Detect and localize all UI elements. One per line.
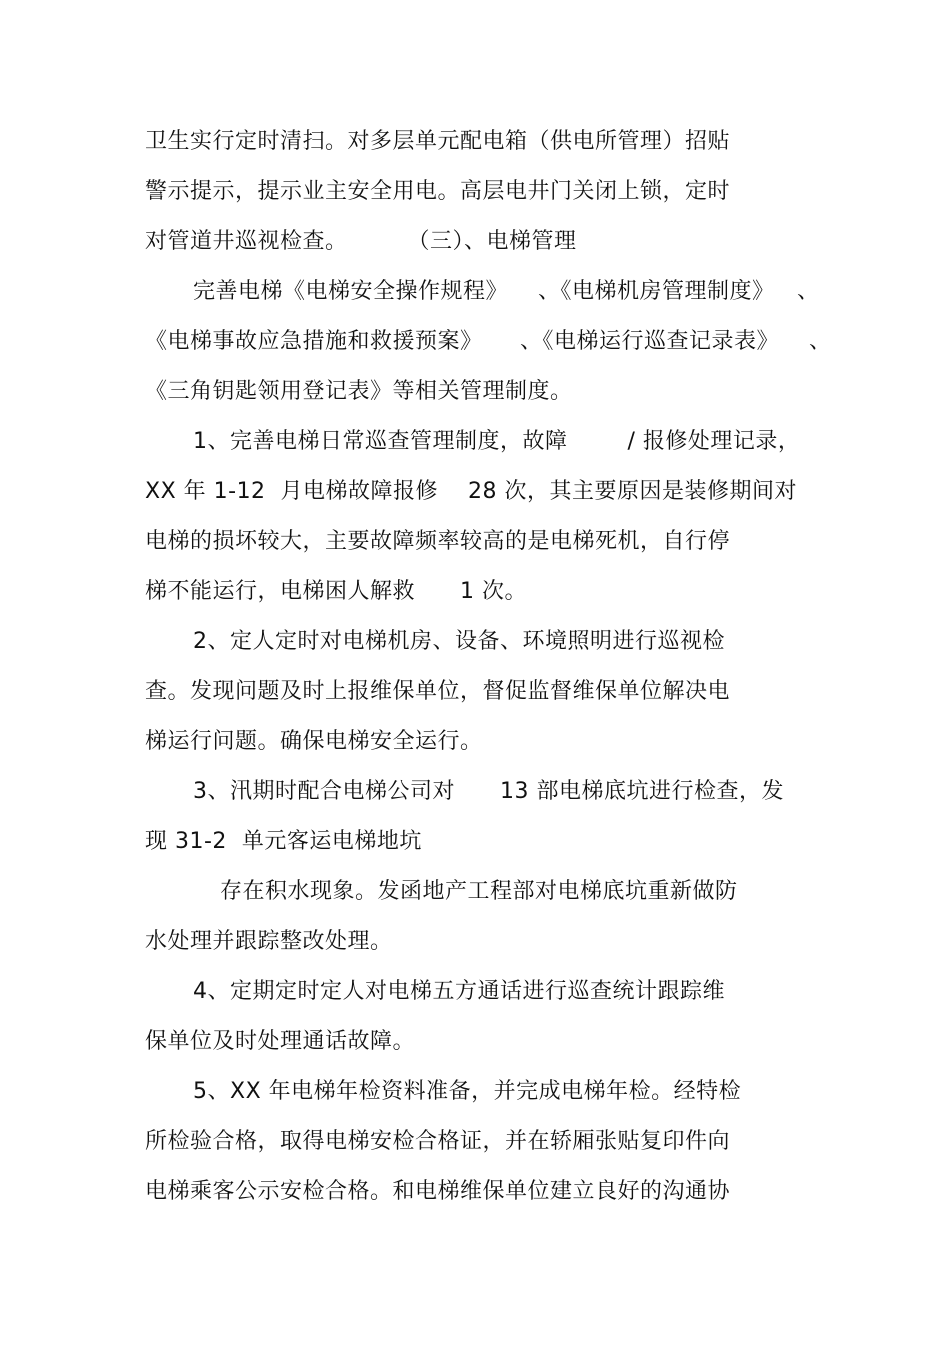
text-line: 所检验合格，取得电梯安检合格证，并在轿厢张贴复印件向 xyxy=(145,1129,731,1154)
text-line: 水处理并跟踪整改处理。 xyxy=(145,929,393,954)
text-line: 完善电梯《电梯安全操作规程》 、《电梯机房管理制度》 、 xyxy=(193,279,820,304)
text-line: 存在积水现象。发函地产工程部对电梯底坑重新做防 xyxy=(220,879,738,904)
text-line: 卫生实行定时清扫。对多层单元配电箱（供电所管理）招贴 xyxy=(145,129,731,154)
list-item-line: 2、定人定时对电梯机房、设备、环境照明进行巡视检 xyxy=(193,629,725,654)
text-line: 警示提示，提示业主安全用电。高层电井门关闭上锁，定时 xyxy=(145,179,731,204)
text-line: 查。发现问题及时上报维保单位，督促监督维保单位解决电 xyxy=(145,679,731,704)
section-heading-line: 对管道井巡视检查。 （三）、电梯管理 xyxy=(145,229,577,254)
text-line: 现 31-2 单元客运电梯地坑 xyxy=(145,829,422,854)
text-line: 电梯乘客公示安检合格。和电梯维保单位建立良好的沟通协 xyxy=(145,1179,731,1204)
list-item-line: 3、汛期时配合电梯公司对 13 部电梯底坑进行检查，发 xyxy=(193,779,784,804)
text-line: 梯不能运行，电梯困人解救 1 次。 xyxy=(145,579,527,604)
text-line: 《三角钥匙领用登记表》等相关管理制度。 xyxy=(145,379,573,404)
list-item-line: 4、定期定时定人对电梯五方通话进行巡查统计跟踪维 xyxy=(193,979,725,1004)
text-line: 电梯的损坏较大，主要故障频率较高的是电梯死机，自行停 xyxy=(145,529,731,554)
text-line: 《电梯事故应急措施和救援预案》 、《电梯运行巡查记录表》 、 xyxy=(145,329,832,354)
list-item-line: 5、XX 年电梯年检资料准备，并完成电梯年检。经特检 xyxy=(193,1079,742,1104)
text-line: XX 年 1-12 月电梯故障报修 28 次，其主要原因是装修期间对 xyxy=(145,479,798,504)
text-line: 保单位及时处理通话故障。 xyxy=(145,1029,416,1054)
list-item-line: 1、完善电梯日常巡查管理制度，故障 / 报修处理记录， xyxy=(193,429,801,454)
text-line: 梯运行问题。确保电梯安全运行。 xyxy=(145,729,483,754)
